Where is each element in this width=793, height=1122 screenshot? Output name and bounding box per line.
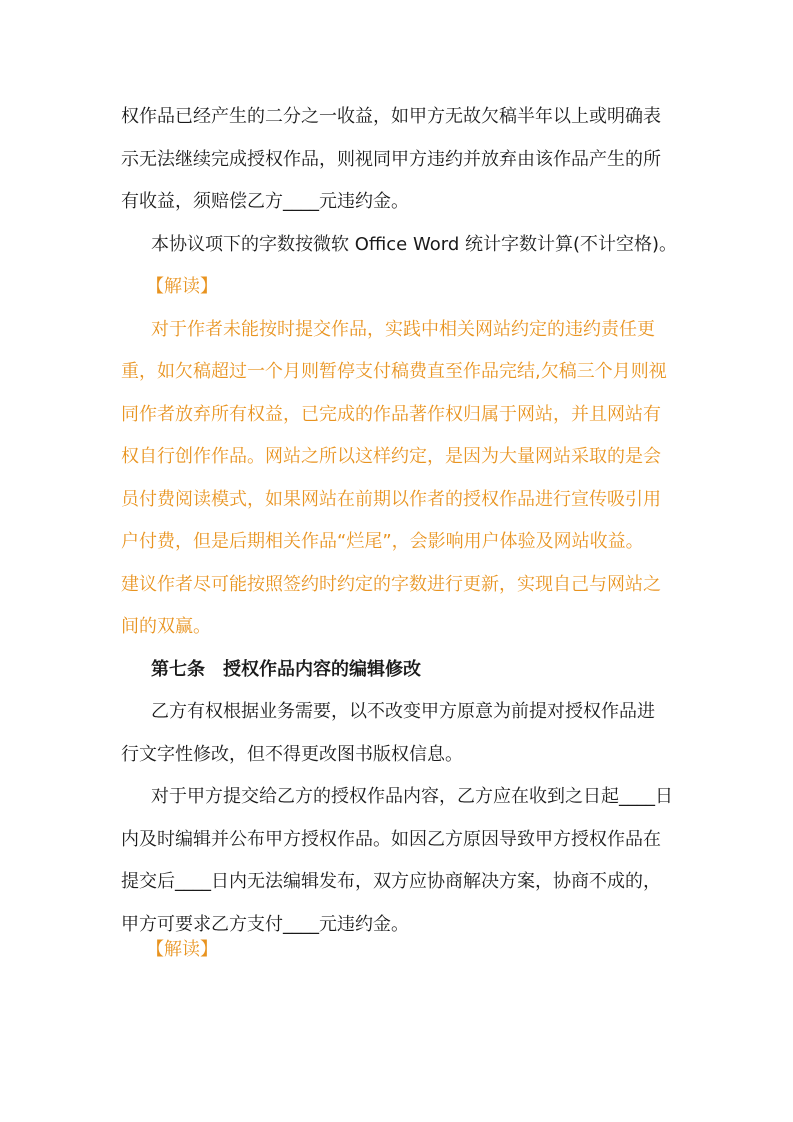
commentary-line: 户付费，但是后期相关作品“烂尾”，会影响用户体验及网站收益。: [121, 531, 644, 552]
text-line: 示无法继续完成授权作品，则视同甲方违约并放弃由该作品产生的所: [121, 149, 661, 170]
commentary-line: 权自行创作作品。网站之所以这样约定，是因为大量网站采取的是会: [121, 446, 661, 467]
commentary-line: 间的双赢。: [121, 616, 211, 637]
text-line: 有收益，须赔偿乙方____元违约金。: [121, 191, 409, 212]
text-line: 对于甲方提交给乙方的授权作品内容，乙方应在收到之日起____日: [151, 786, 673, 807]
commentary-heading: 【解读】: [146, 939, 218, 960]
text-line: 权作品已经产生的二分之一收益，如甲方无故欠稿半年以上或明确表: [121, 106, 661, 127]
commentary-line: 建议作者尽可能按照签约时约定的字数进行更新，实现自己与网站之: [121, 574, 661, 595]
text-line: 乙方有权根据业务需要，以不改变甲方原意为前提对授权作品进: [151, 701, 655, 722]
commentary-heading: 【解读】: [146, 276, 218, 297]
commentary-line: 重，如欠稿超过一个月则暂停支付稿费直至作品完结,欠稿三个月则视: [121, 361, 667, 382]
text-line: 提交后____日内无法编辑发布，双方应协商解决方案，协商不成的，: [121, 871, 661, 892]
commentary-line: 同作者放弃所有权益，已完成的作品著作权归属于网站，并且网站有: [121, 404, 661, 425]
text-line: 行文字性修改，但不得更改图书版权信息。: [121, 744, 463, 765]
article-heading: 第七条 授权作品内容的编辑修改: [151, 659, 421, 680]
commentary-line: 对于作者未能按时提交作品，实践中相关网站约定的违约责任更: [151, 319, 655, 340]
commentary-line: 员付费阅读模式，如果网站在前期以作者的授权作品进行宣传吸引用: [121, 489, 661, 510]
text-line: 内及时编辑并公布甲方授权作品。如因乙方原因导致甲方授权作品在: [121, 829, 661, 850]
text-line: 甲方可要求乙方支付____元违约金。: [121, 914, 409, 935]
text-line: 本协议项下的字数按微软 Office Word 统计字数计算(不计空格)。: [151, 234, 678, 255]
